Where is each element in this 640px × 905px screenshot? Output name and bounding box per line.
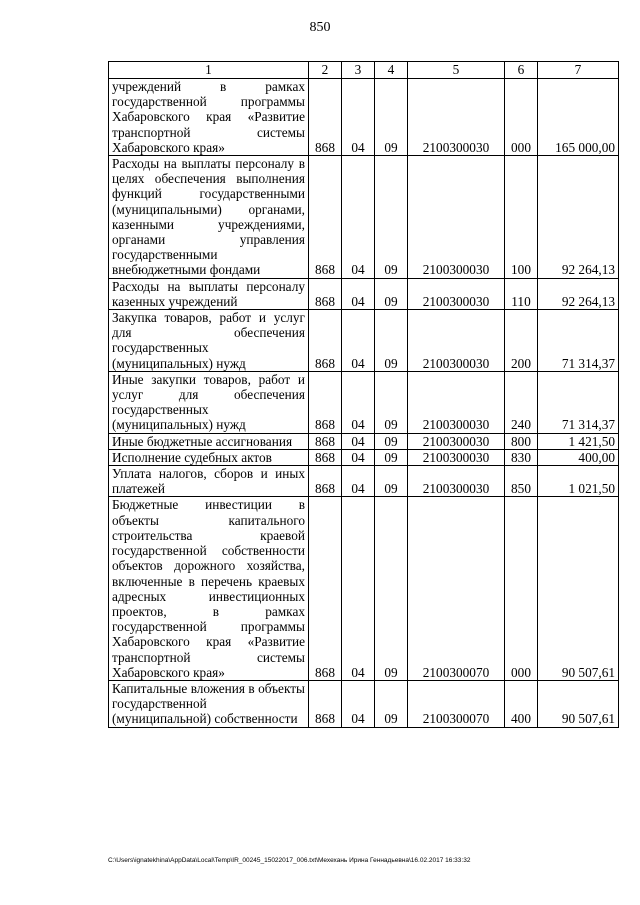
row-amount: 71 314,37 — [538, 310, 619, 372]
row-target-article: 2100300070 — [408, 497, 505, 680]
table-row — [109, 79, 619, 156]
row-expense-type: 800 — [505, 433, 538, 449]
row-target-article: 2100300030 — [408, 156, 505, 279]
row-section-code: 04 — [342, 79, 375, 156]
budget-table — [108, 61, 619, 728]
header-col-4: 4 — [375, 62, 408, 79]
table-row — [109, 449, 619, 465]
row-section-code: 04 — [342, 278, 375, 309]
row-description: Иные бюджетные ассигнования — [109, 433, 309, 449]
row-expense-type: 000 — [505, 79, 538, 156]
row-section-code: 04 — [342, 371, 375, 433]
row-target-article: 2100300030 — [408, 79, 505, 156]
table-row — [109, 680, 619, 727]
row-subsection-code: 09 — [375, 371, 408, 433]
row-amount: 400,00 — [538, 449, 619, 465]
row-ministry-code: 868 — [309, 310, 342, 372]
row-description: Исполнение судебных актов — [109, 449, 309, 465]
row-target-article: 2100300030 — [408, 433, 505, 449]
row-ministry-code: 868 — [309, 497, 342, 680]
row-ministry-code: 868 — [309, 433, 342, 449]
table-row — [109, 156, 619, 279]
row-section-code: 04 — [342, 433, 375, 449]
row-description: Расходы на выплаты персоналу в целях обеспечения выполнения функций государственными (муниципальными) органами, казенными учреждениями, органами управления государственными внебюджетными фондами — [109, 156, 309, 279]
row-amount: 1 021,50 — [538, 466, 619, 497]
header-col-7: 7 — [538, 62, 619, 79]
table-row — [109, 310, 619, 372]
header-col-6: 6 — [505, 62, 538, 79]
header-col-5: 5 — [408, 62, 505, 79]
row-target-article: 2100300070 — [408, 680, 505, 727]
row-subsection-code: 09 — [375, 310, 408, 372]
row-description: Расходы на выплаты персоналу казенных учреждений — [109, 278, 309, 309]
table-row — [109, 278, 619, 309]
table-row — [109, 371, 619, 433]
row-section-code: 04 — [342, 310, 375, 372]
row-amount: 1 421,50 — [538, 433, 619, 449]
row-amount: 71 314,37 — [538, 371, 619, 433]
row-section-code: 04 — [342, 466, 375, 497]
row-amount: 92 264,13 — [538, 278, 619, 309]
table-row — [109, 466, 619, 497]
row-description: Уплата налогов, сборов и иных платежей — [109, 466, 309, 497]
row-ministry-code: 868 — [309, 278, 342, 309]
row-subsection-code: 09 — [375, 449, 408, 465]
row-expense-type: 240 — [505, 371, 538, 433]
row-ministry-code: 868 — [309, 466, 342, 497]
page-number: 850 — [309, 20, 331, 35]
row-ministry-code: 868 — [309, 79, 342, 156]
row-subsection-code: 09 — [375, 278, 408, 309]
row-ministry-code: 868 — [309, 680, 342, 727]
row-section-code: 04 — [342, 156, 375, 279]
row-section-code: 04 — [342, 680, 375, 727]
header-col-2: 2 — [309, 62, 342, 79]
row-target-article: 2100300030 — [408, 466, 505, 497]
row-subsection-code: 09 — [375, 497, 408, 680]
row-target-article: 2100300030 — [408, 310, 505, 372]
table-row — [109, 497, 619, 680]
row-amount: 165 000,00 — [538, 79, 619, 156]
file-path-footer: C:\Users\ignatekhina\AppData\Local\Temp\IR_00245_15022017_006.txt\Мехехань Ирина Геннадьевна\16.02.2017 16:33:32 — [108, 857, 471, 864]
row-subsection-code: 09 — [375, 466, 408, 497]
row-target-article: 2100300030 — [408, 371, 505, 433]
row-description: Закупка товаров, работ и услуг для обеспечения государственных (муниципальных) нужд — [109, 310, 309, 372]
row-subsection-code: 09 — [375, 156, 408, 279]
row-description: Иные закупки товаров, работ и услуг для обеспечения государственных (муниципальных) нужд — [109, 371, 309, 433]
header-col-3: 3 — [342, 62, 375, 79]
row-expense-type: 200 — [505, 310, 538, 372]
row-expense-type: 000 — [505, 497, 538, 680]
row-description: Бюджетные инвестиции в объекты капитального строительства краевой государственной собственности объектов дорожного хозяйства, включенные в перечень краевых адресных инвестиционных проектов, в рамках государственной программы Хабаровского края «Развитие транспортной системы Хабаровского края» — [109, 497, 309, 680]
row-section-code: 04 — [342, 497, 375, 680]
row-expense-type: 110 — [505, 278, 538, 309]
row-expense-type: 100 — [505, 156, 538, 279]
row-ministry-code: 868 — [309, 156, 342, 279]
header-col-1: 1 — [109, 62, 309, 79]
header-row — [109, 62, 619, 79]
row-description: Капитальные вложения в объекты государственной (муниципальной) собственности — [109, 680, 309, 727]
row-amount: 90 507,61 — [538, 680, 619, 727]
row-expense-type: 850 — [505, 466, 538, 497]
row-subsection-code: 09 — [375, 433, 408, 449]
row-section-code: 04 — [342, 449, 375, 465]
table-row — [109, 433, 619, 449]
row-target-article: 2100300030 — [408, 449, 505, 465]
row-subsection-code: 09 — [375, 79, 408, 156]
row-ministry-code: 868 — [309, 371, 342, 433]
row-amount: 92 264,13 — [538, 156, 619, 279]
row-expense-type: 400 — [505, 680, 538, 727]
row-subsection-code: 09 — [375, 680, 408, 727]
row-description: учреждений в рамках государственной программы Хабаровского края «Развитие транспортной системы Хабаровского края» — [109, 79, 309, 156]
row-expense-type: 830 — [505, 449, 538, 465]
row-target-article: 2100300030 — [408, 278, 505, 309]
row-ministry-code: 868 — [309, 449, 342, 465]
row-amount: 90 507,61 — [538, 497, 619, 680]
